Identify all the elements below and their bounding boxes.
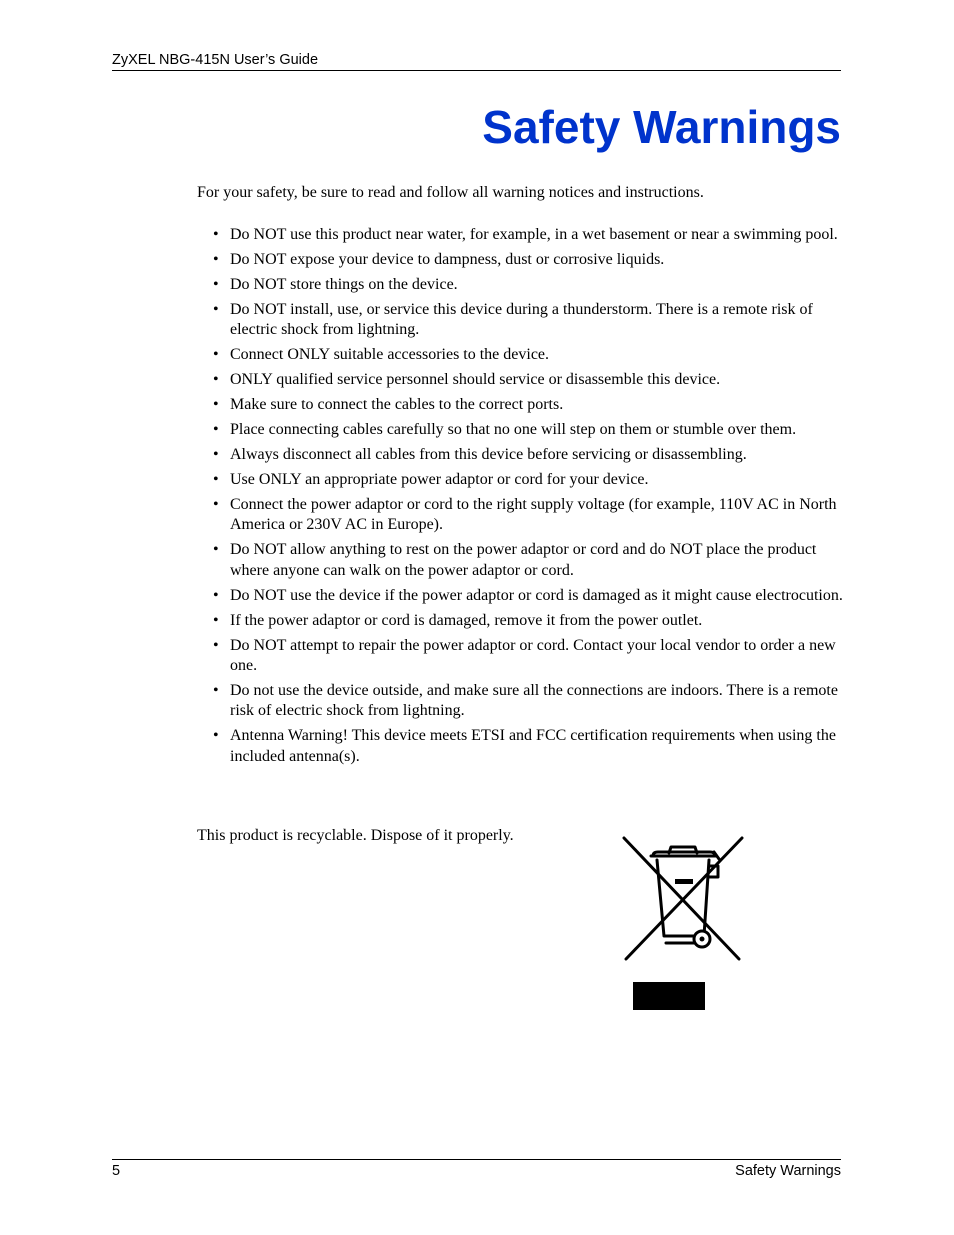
list-item: • Make sure to connect the cables to the correct ports. bbox=[213, 395, 843, 415]
list-item: • ONLY qualified service personnel should service or disassemble this device. bbox=[213, 370, 843, 390]
running-header: ZyXEL NBG-415N User’s Guide bbox=[112, 52, 319, 68]
list-item: • Do not use the device outside, and make sure all the connections are indoors. There is a remote risk of electric shock from lightning. bbox=[213, 681, 843, 722]
list-item: • Do NOT allow anything to rest on the power adaptor or cord and do NOT place the product where anyone can walk on the power adaptor or cord. bbox=[213, 540, 843, 581]
list-item: • Do NOT store things on the device. bbox=[213, 275, 843, 295]
list-item: • Do NOT expose your device to dampness, dust or corrosive liquids. bbox=[213, 250, 843, 270]
list-item: • Do NOT attempt to repair the power adaptor or cord. Contact your local vendor to order a new one. bbox=[213, 636, 843, 677]
list-item: • Place connecting cables carefully so that no one will step on them or stumble over them. bbox=[213, 420, 843, 440]
page-number: 5 bbox=[112, 1163, 121, 1179]
list-item: • Always disconnect all cables from this device before servicing or disassembling. bbox=[213, 445, 843, 465]
list-item: • Do NOT use this product near water, for example, in a wet basement or near a swimming pool. bbox=[213, 225, 843, 245]
list-item: • If the power adaptor or cord is damaged, remove it from the power outlet. bbox=[213, 611, 843, 631]
footer-section-name: Safety Warnings bbox=[735, 1163, 841, 1179]
list-item: • Do NOT install, use, or service this device during a thunderstorm. There is a remote risk of electric shock from lightning. bbox=[213, 300, 843, 341]
list-item: • Connect ONLY suitable accessories to the device. bbox=[213, 345, 843, 365]
crossed-out-wheelie-bin-icon bbox=[622, 835, 744, 1013]
list-item: • Do NOT use the device if the power adaptor or cord is damaged as it might cause electrocution. bbox=[213, 586, 843, 606]
recycle-notice: This product is recyclable. Dispose of it properly. bbox=[197, 827, 514, 844]
list-item: • Connect the power adaptor or cord to the right supply voltage (for example, 110V AC in North America or 230V AC in Europe). bbox=[213, 495, 843, 536]
warning-list bbox=[213, 225, 843, 772]
list-item: • Use ONLY an appropriate power adaptor or cord for your device. bbox=[213, 470, 843, 490]
footer-divider bbox=[112, 1159, 841, 1160]
header-divider bbox=[112, 70, 841, 71]
page-title: Safety Warnings bbox=[482, 101, 841, 153]
list-item: • Antenna Warning! This device meets ETSI and FCC certification requirements when using the included antenna(s). bbox=[213, 726, 843, 767]
intro-paragraph: For your safety, be sure to read and follow all warning notices and instructions. bbox=[197, 184, 704, 201]
